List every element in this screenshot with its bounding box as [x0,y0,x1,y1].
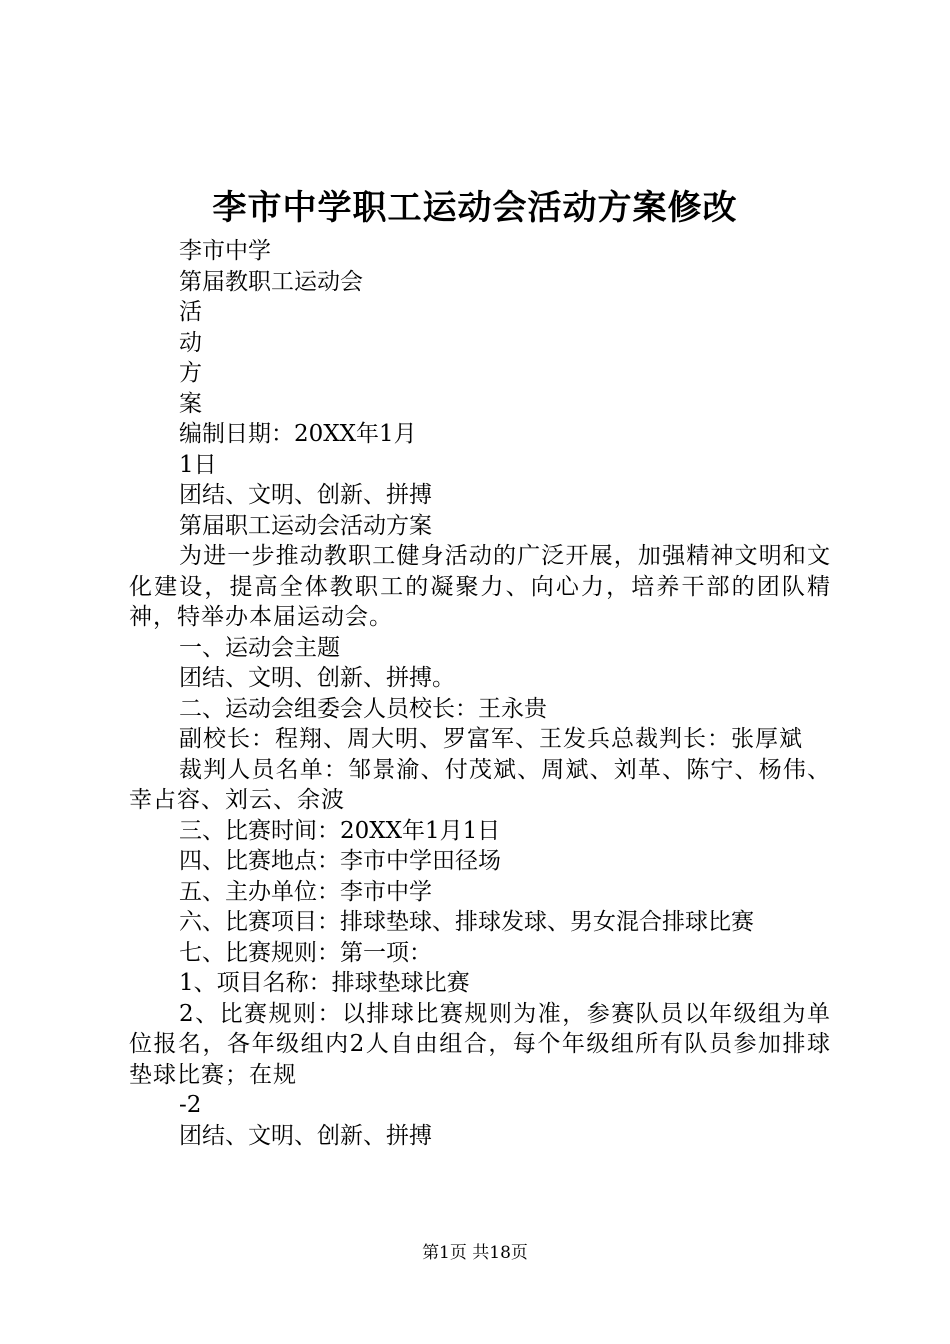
compile-date-day-line: 1日 [179,451,217,478]
document-body [129,236,831,1151]
section-1-body: 团结、文明、创新、拼搏。 [179,665,455,691]
section-2-vice-principals: 副校长：程翔、周大明、罗富军、王发兵总裁判长：张厚斌 [179,726,803,752]
intro-paragraph: 为进一步推动教职工健身活动的广泛开展，加强精神文明和文化建设，提高全体教职工的凝聚力、向心力，培养干部的团队精神，特举办本届运动会。 [129,543,831,630]
page-title: 李市中学职工运动会活动方案修改 [212,188,738,228]
page-footer: 第1页 共18页 [422,1243,528,1263]
section-1-heading: 一、运动会主题 [179,634,340,661]
vertical-title-char-2: 动 [179,329,202,356]
section-2-heading: 二、运动会组委会人员校长：王永贵 [179,695,547,722]
section-2-referees: 裁判人员名单：邹景渝、付茂斌、周斌、刘革、陈宁、杨伟、幸占容、刘云、余波 [129,756,831,813]
section-6-events: 六、比赛项目：排球垫球、排球发球、男女混合排球比赛 [179,909,754,935]
plan-subtitle-line: 第届职工运动会活动方案 [179,512,432,539]
vertical-title-char-3: 方 [179,360,202,386]
vertical-title-char-1: 活 [179,299,202,325]
vertical-title-char-4: 案 [179,390,202,417]
rule-1-item-name: 1、项目名称：排球垫球比赛 [179,970,470,996]
section-7-rules: 七、比赛规则：第一项： [179,939,432,966]
section-5-organizer: 五、主办单位：李市中学 [179,878,432,905]
motto-line: 团结、文明、创新、拼搏 [179,482,432,508]
page-marker: -2 [179,1092,202,1118]
compile-date-line: 编制日期：20XX年1月 [179,421,417,447]
section-4-venue: 四、比赛地点：李市中学田径场 [179,848,501,874]
rule-2-paragraph: 2、比赛规则：以排球比赛规则为准，参赛队员以年级组为单位报名，各年级组内2人自由组合，每个年级组所有队员参加排球垫球比赛；在规 [129,1000,831,1088]
school-name-line: 李市中学 [179,238,271,264]
event-name-line: 第届教职工运动会 [179,268,363,295]
section-3-time: 三、比赛时间：20XX年1月1日 [179,817,501,844]
motto-repeat-line: 团结、文明、创新、拼搏 [179,1122,432,1149]
